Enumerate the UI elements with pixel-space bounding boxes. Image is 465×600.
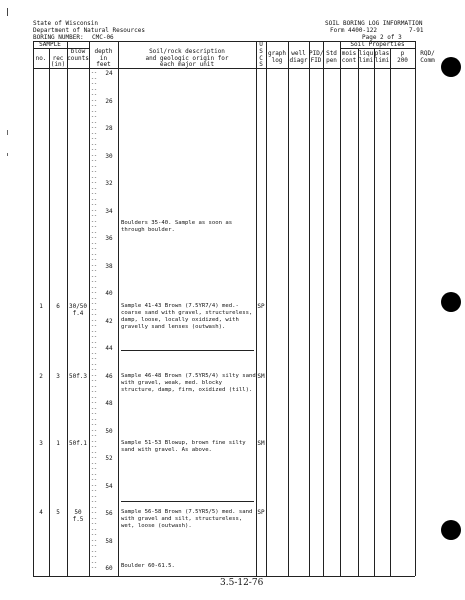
unit-boundary xyxy=(121,350,254,351)
uscs-header-s2: S xyxy=(259,61,263,68)
depth-tick: -- xyxy=(91,97,98,104)
depth-tick: -- xyxy=(91,515,98,522)
depth-tick: -- xyxy=(91,75,98,82)
rec-unit-header: (in) xyxy=(50,61,66,68)
depth-tick: -- xyxy=(91,185,98,192)
uscs-header-c: C xyxy=(259,55,263,62)
sample-description: Sample 41-43 Brown (7.5YR7/4) med.-coarse sand with gravel, structureless, damp, loose, locally oxidized, with gravelly sand lenses (outwash). xyxy=(121,303,253,330)
depth-marker: 52 xyxy=(105,455,113,462)
sample-blows: 50f.3 xyxy=(68,373,88,380)
depth-tick: -- xyxy=(91,114,98,120)
depth-tick: -- xyxy=(91,543,98,549)
sample-uscs: SM xyxy=(257,373,265,380)
depth-marker: 44 xyxy=(105,345,113,352)
depth-tick: -- xyxy=(91,295,98,302)
sample-uscs: SP xyxy=(257,303,265,310)
diagr-header: diagr xyxy=(289,57,308,64)
depth-feet-header: feet xyxy=(96,61,111,68)
depth-tick: -- xyxy=(91,482,98,489)
p200-header: 200 xyxy=(397,57,408,64)
depth-tick: -- xyxy=(91,218,98,225)
sample-header: SAMPLE xyxy=(39,41,61,48)
footer-code: 3.5-12-76 xyxy=(220,578,264,588)
well-header: well xyxy=(291,50,306,57)
liqu-header: liqu xyxy=(358,50,374,57)
depth-tick: -- xyxy=(91,202,98,208)
depth-tick: -- xyxy=(91,339,98,346)
log-header: log xyxy=(271,57,283,64)
depth-tick: -- xyxy=(91,323,98,329)
depth-header: depth xyxy=(94,48,113,55)
comm-header: Comm xyxy=(420,57,435,64)
col-line xyxy=(323,41,324,576)
desc-header-1: Soil/rock description xyxy=(149,48,225,55)
mois-header: mois xyxy=(341,50,357,57)
sample-rec: 3 xyxy=(56,373,60,380)
depth-tick: -- xyxy=(91,416,98,423)
fid-header: FID xyxy=(310,57,322,64)
sample-blows-2: f.4 xyxy=(72,310,84,317)
depth-tick: -- xyxy=(91,334,98,340)
depth-marker: 46 xyxy=(105,372,113,380)
depth-tick: -- xyxy=(91,301,98,307)
depth-marker: 38 xyxy=(105,262,113,270)
pid-header: PID/ xyxy=(309,50,324,57)
depth-tick: -- xyxy=(91,444,98,450)
depth-tick: -- xyxy=(91,488,98,494)
depth-marker: 58 xyxy=(105,537,113,545)
boulder-note-2: Boulder 60-61.5. xyxy=(121,563,175,569)
depth-tick: -- xyxy=(91,119,98,126)
sample-description: Sample 56-58 Brown (7.5YR5/5) med. sand with gravel and silt, structureless, wet, loose (outwash). xyxy=(121,509,253,529)
depth-tick: -- xyxy=(91,504,98,511)
depth-tick: -- xyxy=(91,86,98,93)
depth-in-header: in xyxy=(99,55,108,62)
sample-no: 3 xyxy=(39,440,43,447)
boulders-note: Boulders 35-40. Sample as soon as through boulder. xyxy=(121,220,233,233)
soil-props-underline xyxy=(340,48,415,49)
depth-marker: 60 xyxy=(105,565,113,572)
depth-tick: -- xyxy=(91,433,98,439)
depth-tick: -- xyxy=(91,565,98,571)
depth-tick: -- xyxy=(91,367,98,373)
col-line xyxy=(266,41,267,576)
depth-tick: -- xyxy=(91,400,98,406)
depth-tick: -- xyxy=(91,427,98,434)
depth-tick: -- xyxy=(91,317,98,324)
depth-tick: -- xyxy=(91,537,98,544)
depth-tick: -- xyxy=(91,328,98,335)
sample-no: 4 xyxy=(39,509,43,516)
depth-tick: -- xyxy=(91,141,98,148)
blow-header: blow xyxy=(70,48,86,55)
depth-tick: -- xyxy=(91,158,98,164)
cont-header: cont xyxy=(341,57,357,64)
depth-tick: -- xyxy=(91,235,98,241)
depth-tick: -- xyxy=(91,196,98,203)
sample-blows-2: f.5 xyxy=(72,516,84,523)
counts-header: counts xyxy=(67,55,89,62)
depth-tick: -- xyxy=(91,224,98,230)
depth-tick: -- xyxy=(91,449,98,456)
rqd-header: RQD/ xyxy=(420,50,435,57)
depth-tick: -- xyxy=(91,180,98,186)
depth-tick: -- xyxy=(91,422,98,428)
p-header: p xyxy=(400,50,405,57)
col-line xyxy=(390,48,391,576)
sample-rec: 5 xyxy=(56,509,60,516)
depth-tick: -- xyxy=(91,290,98,296)
page-info: Page 2 of 3 xyxy=(362,34,402,41)
depth-tick: -- xyxy=(91,411,98,417)
depth-tick: -- xyxy=(91,460,98,467)
depth-tick: -- xyxy=(91,246,98,252)
depth-tick: -- xyxy=(91,108,98,115)
depth-tick: -- xyxy=(91,240,98,247)
depth-tick: -- xyxy=(91,130,98,137)
depth-tick: -- xyxy=(91,532,98,538)
depth-tick: -- xyxy=(91,103,98,109)
unit-boundary xyxy=(121,501,254,502)
form-number: Form 4400-122 xyxy=(330,27,377,34)
col-line xyxy=(49,48,50,576)
soil-props-header: Soil Properties xyxy=(350,41,405,48)
no-header: no. xyxy=(35,55,47,62)
depth-marker: 32 xyxy=(105,180,113,187)
depth-tick: -- xyxy=(91,559,98,566)
depth-tick: -- xyxy=(91,284,98,291)
depth-marker: 34 xyxy=(105,207,113,215)
depth-tick: -- xyxy=(91,147,98,153)
desc-header-2: and geologic origin for xyxy=(145,55,229,62)
depth-marker: 28 xyxy=(105,125,113,132)
form-date: 7-91 xyxy=(409,27,424,34)
depth-tick: -- xyxy=(91,477,98,483)
depth-tick: -- xyxy=(91,521,98,527)
depth-tick: -- xyxy=(91,92,98,98)
depth-marker: 30 xyxy=(105,152,113,160)
sample-description: Sample 51-53 Blowup, brown fine silty sand with gravel. As above. xyxy=(121,440,246,453)
depth-tick: -- xyxy=(91,257,98,263)
plas-header: plas xyxy=(374,50,390,57)
depth-tick: -- xyxy=(91,394,98,401)
depth-tick: -- xyxy=(91,136,98,142)
depth-tick: -- xyxy=(91,169,98,175)
depth-tick: -- xyxy=(91,383,98,390)
col-line xyxy=(374,48,375,576)
sample-uscs: SM xyxy=(257,440,265,447)
depth-tick: -- xyxy=(91,438,98,445)
depth-tick: -- xyxy=(91,125,98,131)
depth-tick: -- xyxy=(91,361,98,368)
desc-header-3: each major unit xyxy=(159,61,215,68)
depth-tick: -- xyxy=(91,174,98,181)
graph-header: graph xyxy=(267,50,287,57)
depth-tick: -- xyxy=(91,372,98,379)
depth-tick: -- xyxy=(91,378,98,384)
sample-no: 1 xyxy=(39,303,43,310)
depth-tick: -- xyxy=(91,191,98,197)
binder-hole xyxy=(441,292,461,312)
depth-tick: -- xyxy=(91,279,98,285)
sample-uscs: SP xyxy=(257,509,265,516)
depth-tick: -- xyxy=(91,268,98,274)
depth-tick: -- xyxy=(91,207,98,214)
depth-tick: -- xyxy=(91,345,98,351)
boring-number: CMC-06 xyxy=(92,34,114,41)
depth-tick: -- xyxy=(91,306,98,313)
depth-tick: -- xyxy=(91,455,98,461)
col-line xyxy=(415,41,416,576)
depth-marker: 54 xyxy=(105,482,113,490)
depth-tick: -- xyxy=(91,273,98,280)
depth-tick: -- xyxy=(91,466,98,472)
depth-marker: 24 xyxy=(105,70,113,77)
pen-header: pen xyxy=(326,57,337,64)
depth-marker: 36 xyxy=(105,235,113,242)
depth-tick: -- xyxy=(91,405,98,412)
punch-mark xyxy=(7,8,8,16)
table-bottom-border xyxy=(33,576,415,577)
depth-tick: -- xyxy=(91,499,98,505)
sample-blows: 50 xyxy=(74,509,82,516)
sample-blows: 30/50 xyxy=(68,303,88,310)
col-line xyxy=(340,41,341,576)
depth-tick: -- xyxy=(91,554,98,560)
org-line2: Department of Natural Resources xyxy=(33,27,145,34)
depth-tick: -- xyxy=(91,70,98,76)
col-line xyxy=(288,41,289,576)
sample-no: 2 xyxy=(39,373,43,380)
form-title: SOIL BORING LOG INFORMATION xyxy=(325,20,423,27)
col-line xyxy=(309,41,310,576)
punch-mark xyxy=(7,130,8,135)
depth-tick: -- xyxy=(91,213,98,219)
liqu-limi-header: limi xyxy=(358,57,374,64)
depth-tick: -- xyxy=(91,81,98,87)
sample-rec: 1 xyxy=(56,440,60,447)
depth-tick: -- xyxy=(91,312,98,318)
depth-marker: 42 xyxy=(105,317,113,325)
uscs-header-u: U xyxy=(259,41,263,48)
uscs-header-s: S xyxy=(259,48,263,55)
depth-tick: -- xyxy=(91,251,98,258)
depth-tick: -- xyxy=(91,356,98,362)
org-line1: State of Wisconsin xyxy=(33,20,99,27)
punch-mark xyxy=(7,153,8,156)
sample-rec: 6 xyxy=(56,303,60,310)
std-header: Std xyxy=(326,50,337,57)
depth-tick: -- xyxy=(91,510,98,516)
depth-marker: 40 xyxy=(105,290,113,297)
binder-hole xyxy=(441,57,461,77)
rec-header: rec xyxy=(52,55,64,62)
depth-marker: 56 xyxy=(105,510,113,517)
depth-tick: -- xyxy=(91,229,98,236)
depth-tick: -- xyxy=(91,163,98,170)
col-line xyxy=(118,41,119,576)
depth-marker: 26 xyxy=(105,97,113,105)
binder-hole xyxy=(441,520,461,540)
depth-tick: -- xyxy=(91,389,98,395)
col-line xyxy=(358,48,359,576)
depth-marker: 48 xyxy=(105,400,113,407)
col-line xyxy=(89,41,90,576)
depth-tick: -- xyxy=(91,548,98,555)
depth-tick: -- xyxy=(91,493,98,500)
depth-tick: -- xyxy=(91,471,98,478)
depth-marker: 50 xyxy=(105,427,113,435)
depth-tick: -- xyxy=(91,350,98,357)
boring-label: BORING NUMBER: xyxy=(33,34,84,41)
sample-blows: 50f.1 xyxy=(68,440,88,447)
depth-tick: -- xyxy=(91,152,98,159)
depth-tick: -- xyxy=(91,526,98,533)
depth-tick: -- xyxy=(91,262,98,269)
sample-description: Sample 46-48 Brown (7.5YR5/4) silty sand with gravel, weak, med. blocky structure, damp, firm, oxidized (till). xyxy=(121,373,256,393)
plas-limi-header: limi xyxy=(374,57,390,64)
